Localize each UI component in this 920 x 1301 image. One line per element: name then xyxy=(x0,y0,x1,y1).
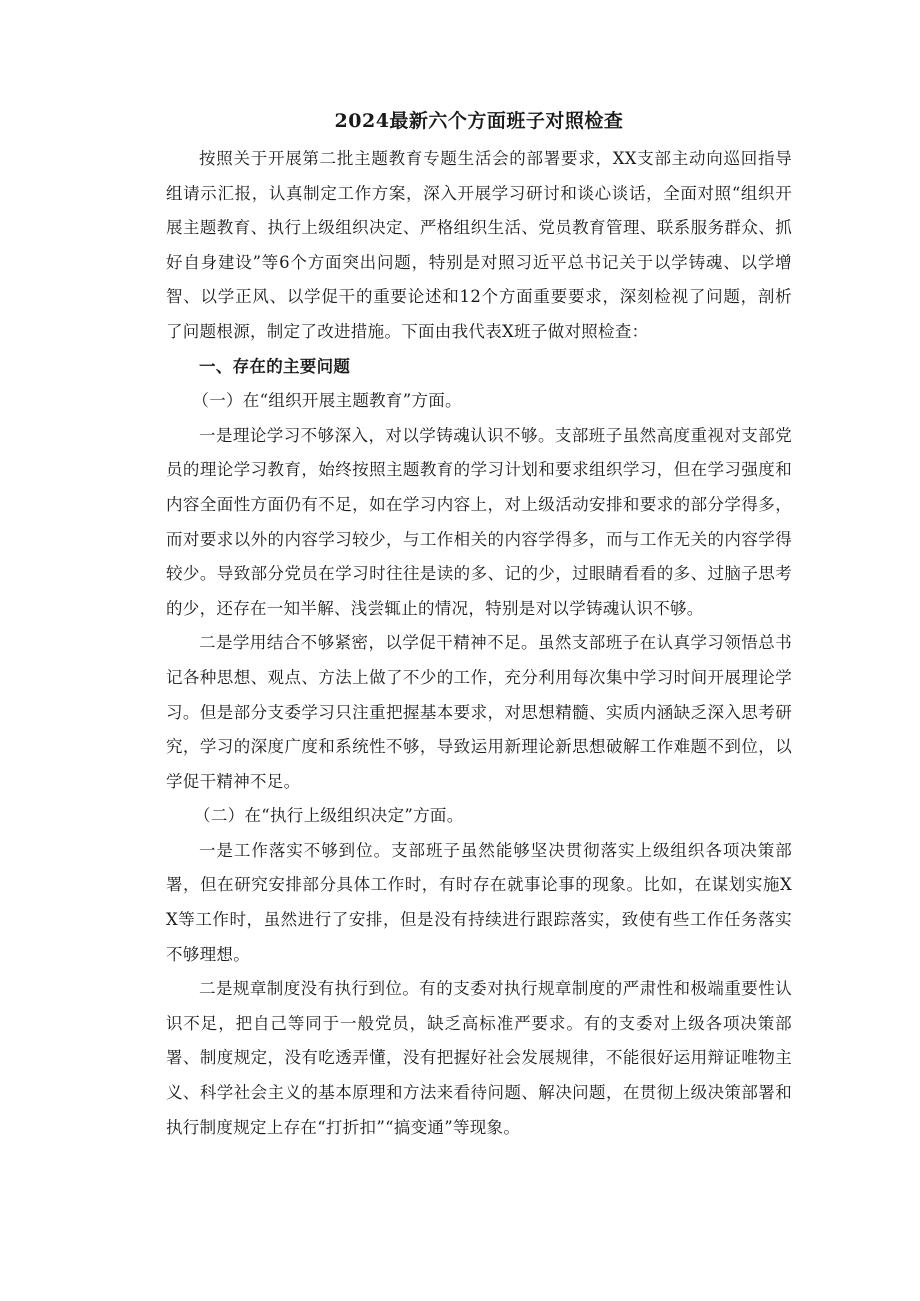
document-title: 2024最新六个方面班子对照检查 xyxy=(334,110,624,132)
section-heading-main-problems: 一、存在的主要问题 xyxy=(199,356,351,376)
paragraph-study-application: 二是学用结合不够紧密，以学促干精神不足。虽然支部班子在认真学习领悟总书记各种思想、观点、方法上做了不少的工作，充分利用每次集中学习时间开展理论学习。但是部分支委学习只注重把握基本要求，对思想精髓、实质内涵缺乏深入思考研究，学习的深度广度和系统性不够，导致运用新理论新思想破解工作难题不到位，以学促干精神不足。 xyxy=(166,633,792,791)
paragraph-rules-enforcement: 二是规章制度没有执行到位。有的支委对执行规章制度的严肃性和极端重要性认识不足，把自己等同于一般党员，缺乏高标准严要求。有的支委对上级各项决策部署、制度规定，没有吃透弄懂，没有把握好社会发展规律，不能很好运用辩证唯物主义、科学社会主义的基本原理和方法来看待问题、解决问题，在贯彻上级决策部署和执行制度规定上存在“打折扣”“搞变通”等现象。 xyxy=(166,979,792,1137)
subsection-heading-theme-education: （一）在“组织开展主题教育”方面。 xyxy=(192,391,462,411)
paragraph-theory-study: 一是理论学习不够深入，对以学铸魂认识不够。支部班子虽然高度重视对支部党员的理论学习教育，始终按照主题教育的学习计划和要求组织学习，但在学习强度和内容全面性方面仍有不足，如在学习内容上，对上级活动安排和要求的部分学得多，而对要求以外的内容学习较少，与工作相关的内容学得多，而与工作无关的内容学得较少。导致部分党员在学习时往往是读的多、记的少，过眼睛看看的多、过脑子思考的少，还存在一知半解、浅尝辄止的情况，特别是对以学铸魂认识不够。 xyxy=(166,425,792,618)
document-body xyxy=(166,104,792,1145)
intro-paragraph: 按照关于开展第二批主题教育专题生活会的部署要求，XX支部主动向巡回指导组请示汇报，认真制定工作方案，深入开展学习研讨和谈心谈话，全面对照“组织开展主题教育、执行上级组织决定、严格组织生活、党员教育管理、联系服务群众、抓好自身建设”等6个方面突出问题，特别是对照习近平总书记关于以学铸魂、以学增智、以学正风、以学促干的重要论述和12个方面重要要求，深刻检视了问题，剖析了问题根源，制定了改进措施。下面由我代表X班子做对照检查： xyxy=(166,149,792,341)
paragraph-work-implementation: 一是工作落实不够到位。支部班子虽然能够坚决贯彻落实上级组织各项决策部署，但在研究安排部分具体工作时，有时存在就事论事的现象。比如，在谋划实施XX等工作时，虽然进行了安排，但是没有持续进行跟踪落实，致使有些工作任务落实不够理想。 xyxy=(166,840,792,964)
subsection-heading-execute-decisions: （二）在“执行上级组织决定”方面。 xyxy=(194,806,464,826)
